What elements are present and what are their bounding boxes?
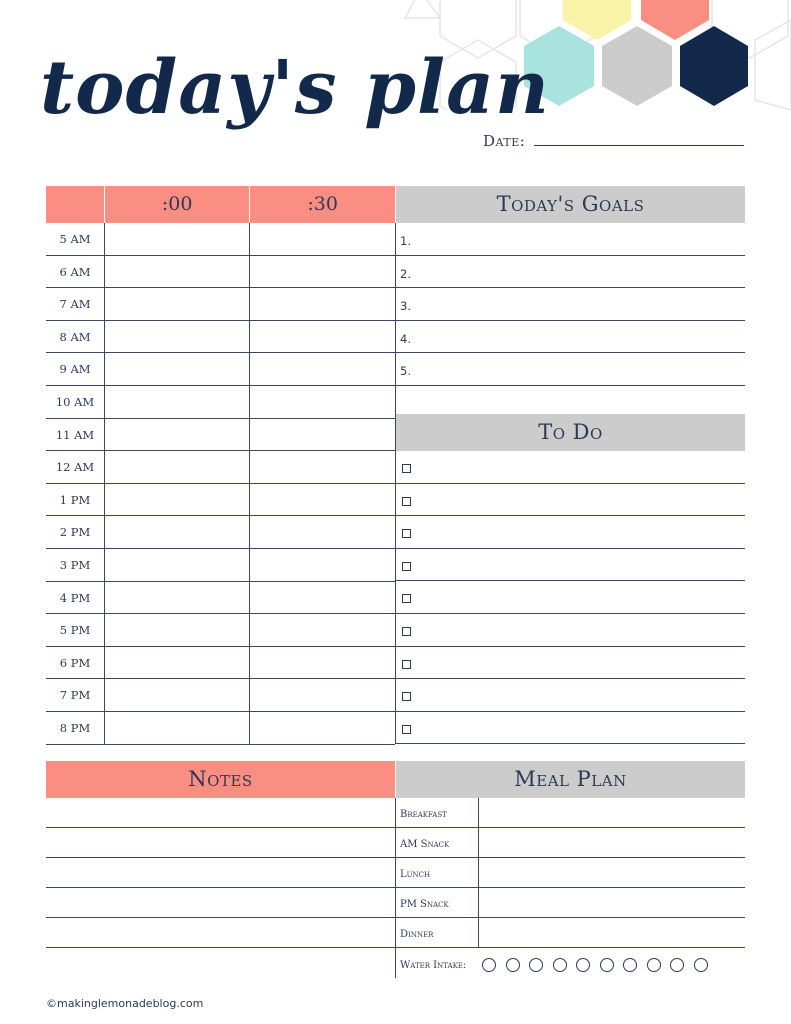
schedule-cell-00[interactable] [104,712,249,744]
time-label: 5 AM [59,232,91,246]
schedule-cell-00[interactable] [104,484,249,516]
todo-item [396,712,745,745]
time-label: 12 AM [55,460,95,475]
goal-item[interactable]: 1. [396,223,745,256]
schedule-cell-30[interactable] [249,614,394,646]
goal-item[interactable]: 2. [396,256,745,289]
schedule-col-00: :00 [105,186,251,223]
notes-line[interactable] [46,828,395,858]
schedule-cell-00[interactable] [104,256,249,288]
checkbox[interactable] [402,627,411,636]
schedule-cell-30[interactable] [249,288,394,320]
todo-item [396,614,745,647]
schedule-header-blank [46,186,105,223]
schedule-cell-00[interactable] [104,582,249,614]
date-field[interactable] [534,145,744,146]
schedule-cell-00[interactable] [104,288,249,320]
meal-row [396,858,745,888]
todo-item [396,516,745,549]
schedule-row [46,419,395,452]
meal-plan [396,798,745,982]
time-label: 9 AM [59,362,91,377]
schedule-cell-30[interactable] [249,386,394,418]
schedule-cell-30[interactable] [249,549,394,581]
todo-item [396,451,745,484]
meal-row [396,828,745,858]
schedule-row [46,549,395,582]
page-title: today's plan [40,45,550,131]
goals-heading: Today's Goals [396,186,745,223]
hourly-schedule [46,186,395,745]
time-label: 6 PM [59,655,91,670]
meal-label: AM Snack [400,839,450,850]
water-circle[interactable] [623,958,637,972]
schedule-row [46,647,395,680]
checkbox[interactable] [402,692,411,701]
schedule-row [46,386,395,419]
checkbox[interactable] [402,594,411,603]
checkbox[interactable] [402,562,411,571]
water-circle[interactable] [670,958,684,972]
notes-line[interactable] [46,918,395,948]
goals-list [396,223,745,386]
hex-gray [602,26,672,106]
schedule-cell-30[interactable] [249,679,394,711]
schedule-row [46,679,395,712]
meal-entry-field[interactable] [478,858,745,887]
schedule-row [46,321,395,354]
time-label: 3 PM [59,557,91,572]
meal-entry-field[interactable] [478,918,745,947]
schedule-divider [395,223,396,744]
time-label: 5 PM [59,623,91,638]
meal-plan-heading: Meal Plan [396,761,745,798]
time-label: 4 PM [59,590,91,605]
water-circle[interactable] [576,958,590,972]
schedule-cell-00[interactable] [104,419,249,451]
meal-entry-field[interactable] [478,828,745,857]
schedule-cell-30[interactable] [249,353,394,385]
meal-row [396,798,745,828]
date-label: Date: [483,132,526,150]
schedule-cell-30[interactable] [249,451,394,483]
hex-yellow [563,0,631,40]
copyright: ©makinglemonadeblog.com [46,997,204,1010]
meal-rows [396,798,745,948]
hex-navy [680,26,748,106]
checkbox[interactable] [402,529,411,538]
schedule-row [46,614,395,647]
schedule-cell-30[interactable] [249,256,394,288]
time-label: 1 PM [59,492,91,507]
time-label: 11 AM [55,427,95,442]
water-circle[interactable] [694,958,708,972]
checkbox[interactable] [402,660,411,669]
time-label: 2 PM [59,525,91,540]
notes-line[interactable] [46,798,395,828]
meal-entry-field[interactable] [478,888,745,917]
schedule-row [46,451,395,484]
schedule-cell-30[interactable] [249,712,394,744]
notes-line[interactable] [46,888,395,918]
goal-item[interactable]: 4. [396,321,745,354]
time-label: 10 AM [55,394,95,409]
water-intake-label: Water Intake: [400,959,467,971]
water-intake [396,948,745,982]
notes-lines [46,798,395,948]
schedule-row [46,353,395,386]
water-circle[interactable] [553,958,567,972]
todo-item [396,679,745,712]
hex-salmon [641,0,709,40]
schedule-cell-00[interactable] [104,451,249,483]
checkbox[interactable] [402,725,411,734]
meal-row [396,918,745,948]
schedule-cell-00[interactable] [104,516,249,548]
todo-item [396,549,745,582]
schedule-cell-00[interactable] [104,353,249,385]
schedule-row [46,516,395,549]
meal-entry-field[interactable] [478,798,745,827]
schedule-cell-00[interactable] [104,614,249,646]
schedule-header [46,186,395,223]
schedule-cell-00[interactable] [104,321,249,353]
schedule-row [46,256,395,289]
schedule-cell-00[interactable] [104,223,249,255]
time-label: 6 AM [59,264,91,279]
todo-item [396,647,745,680]
todo-item [396,581,745,614]
schedule-cell-30[interactable] [249,647,394,679]
schedule-cell-00[interactable] [104,549,249,581]
schedule-cell-30[interactable] [249,516,394,548]
goal-item[interactable]: 5. [396,353,745,386]
schedule-body [46,223,395,745]
schedule-cell-30[interactable] [249,223,394,255]
time-label: 8 AM [59,329,91,344]
schedule-row [46,712,395,745]
water-circle[interactable] [506,958,520,972]
todo-item [396,484,745,517]
time-label: 7 PM [59,688,91,703]
schedule-cell-00[interactable] [104,679,249,711]
time-label: 7 AM [59,297,91,312]
todo-list [396,451,745,744]
checkbox[interactable] [402,497,411,506]
checkbox[interactable] [402,464,411,473]
schedule-row [46,223,395,256]
goal-item[interactable]: 3. [396,288,745,321]
schedule-row [46,582,395,615]
schedule-row [46,288,395,321]
water-circle[interactable] [600,958,614,972]
meal-label: PM Snack [400,899,449,910]
schedule-cell-00[interactable] [104,386,249,418]
meal-divider [395,798,396,978]
meal-label: Lunch [400,869,431,880]
meal-row [396,888,745,918]
time-label: 8 PM [59,720,91,735]
notes-line[interactable] [46,858,395,888]
schedule-cell-30[interactable] [249,321,394,353]
todo-heading: To Do [396,414,745,451]
schedule-cell-00[interactable] [104,647,249,679]
schedule-cell-30[interactable] [249,484,394,516]
meal-label: Dinner [400,929,434,940]
water-circle[interactable] [529,958,543,972]
schedule-row [46,484,395,517]
meal-label: Breakfast [400,809,447,820]
water-circle[interactable] [482,958,496,972]
notes-heading: Notes [46,761,395,798]
schedule-col-30: :30 [250,186,395,223]
water-circle[interactable] [647,958,661,972]
water-tracker [482,958,717,972]
schedule-cell-30[interactable] [249,419,394,451]
schedule-cell-30[interactable] [249,582,394,614]
